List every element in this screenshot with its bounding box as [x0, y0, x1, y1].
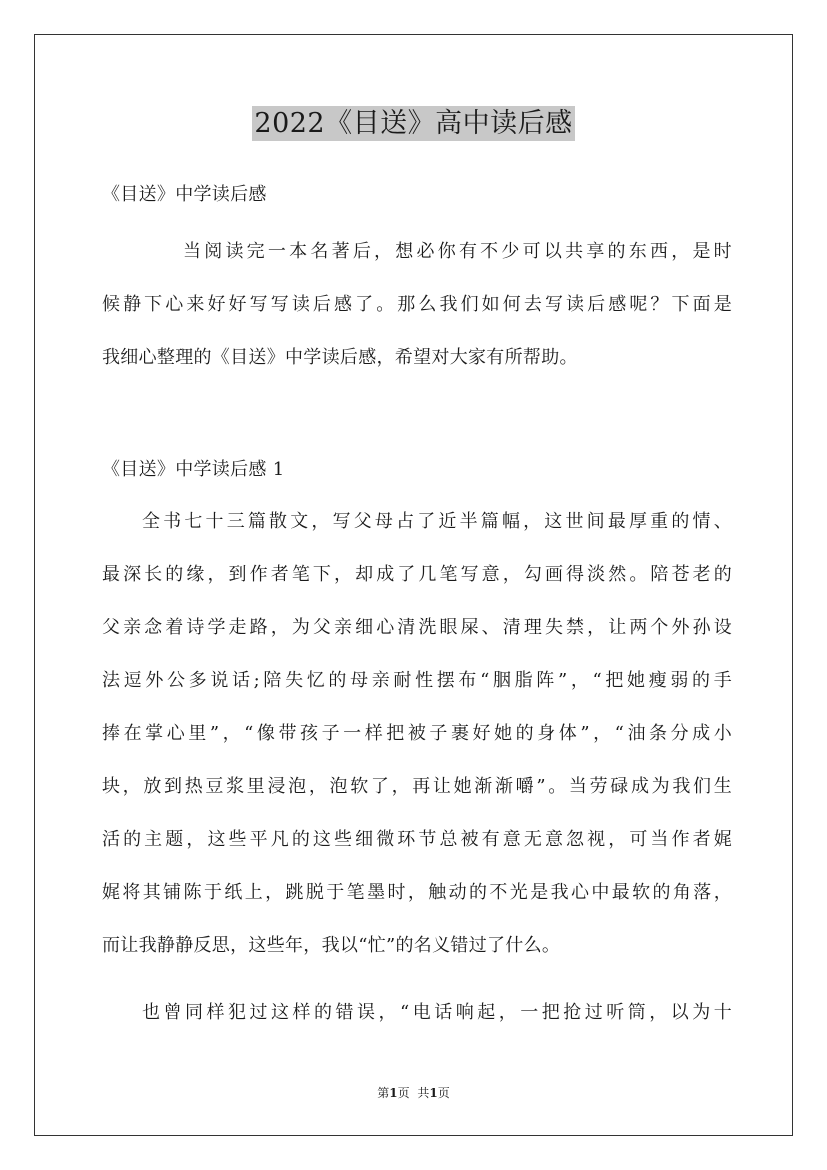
document-title: [0, 101, 827, 140]
document-title-text: 2022《目送》高中读后感: [254, 108, 573, 139]
footer-page-number: 1: [389, 1086, 398, 1100]
body-line: 娓将其铺陈于纸上，跳脱于笔墨时，触动的不光是我心中最软的角落，: [102, 882, 732, 903]
body-line: 活的主题，这些平凡的这些细微环节总被有意无意忽视，可当作者娓: [102, 829, 732, 850]
footer-page-prefix: 第: [377, 1086, 390, 1100]
body-line: 法逗外公多说话;陪失忆的母亲耐性摆布“胭脂阵”，“把她瘦弱的手: [102, 670, 732, 691]
body-line: 全书七十三篇散文，写父母占了近半篇幅，这世间最厚重的情、: [142, 511, 732, 532]
body-line: 也曾同样犯过这样的错误，“电话响起，一把抢过听筒，以为十: [142, 1002, 732, 1023]
subtitle: 《目送》中学读后感: [102, 184, 267, 205]
body-line: 块，放到热豆浆里浸泡，泡软了，再让她渐渐嚼”。当劳碌成为我们生: [102, 776, 732, 797]
section-heading: 《目送》中学读后感 1: [102, 459, 285, 480]
body-line: 而让我静静反思，这些年，我以“忙”的名义错过了什么。: [102, 935, 561, 956]
footer-total-suffix: 页: [437, 1086, 450, 1100]
intro-line: 我细心整理的《目送》中学读后感，希望对大家有所帮助。: [102, 347, 578, 368]
footer-total-prefix: 共: [417, 1086, 430, 1100]
body-line: 最深长的缘，到作者笔下，却成了几笔写意，勾画得淡然。陪苍老的: [102, 564, 732, 585]
footer-page-suffix: 页: [397, 1086, 410, 1100]
intro-line: 候静下心来好好写写读后感了。那么我们如何去写读后感呢？下面是: [102, 294, 732, 315]
page-footer: [0, 1084, 827, 1101]
intro-line: 当阅读完一本名著后，想必你有不少可以共享的东西，是时: [183, 241, 732, 262]
footer-total-number: 1: [429, 1086, 438, 1100]
body-line: 父亲念着诗学走路，为父亲细心清洗眼屎、清理失禁，让两个外孙设: [102, 617, 732, 638]
body-line: 捧在掌心里”，“像带孩子一样把被子裹好她的身体”，“油条分成小: [102, 723, 732, 744]
